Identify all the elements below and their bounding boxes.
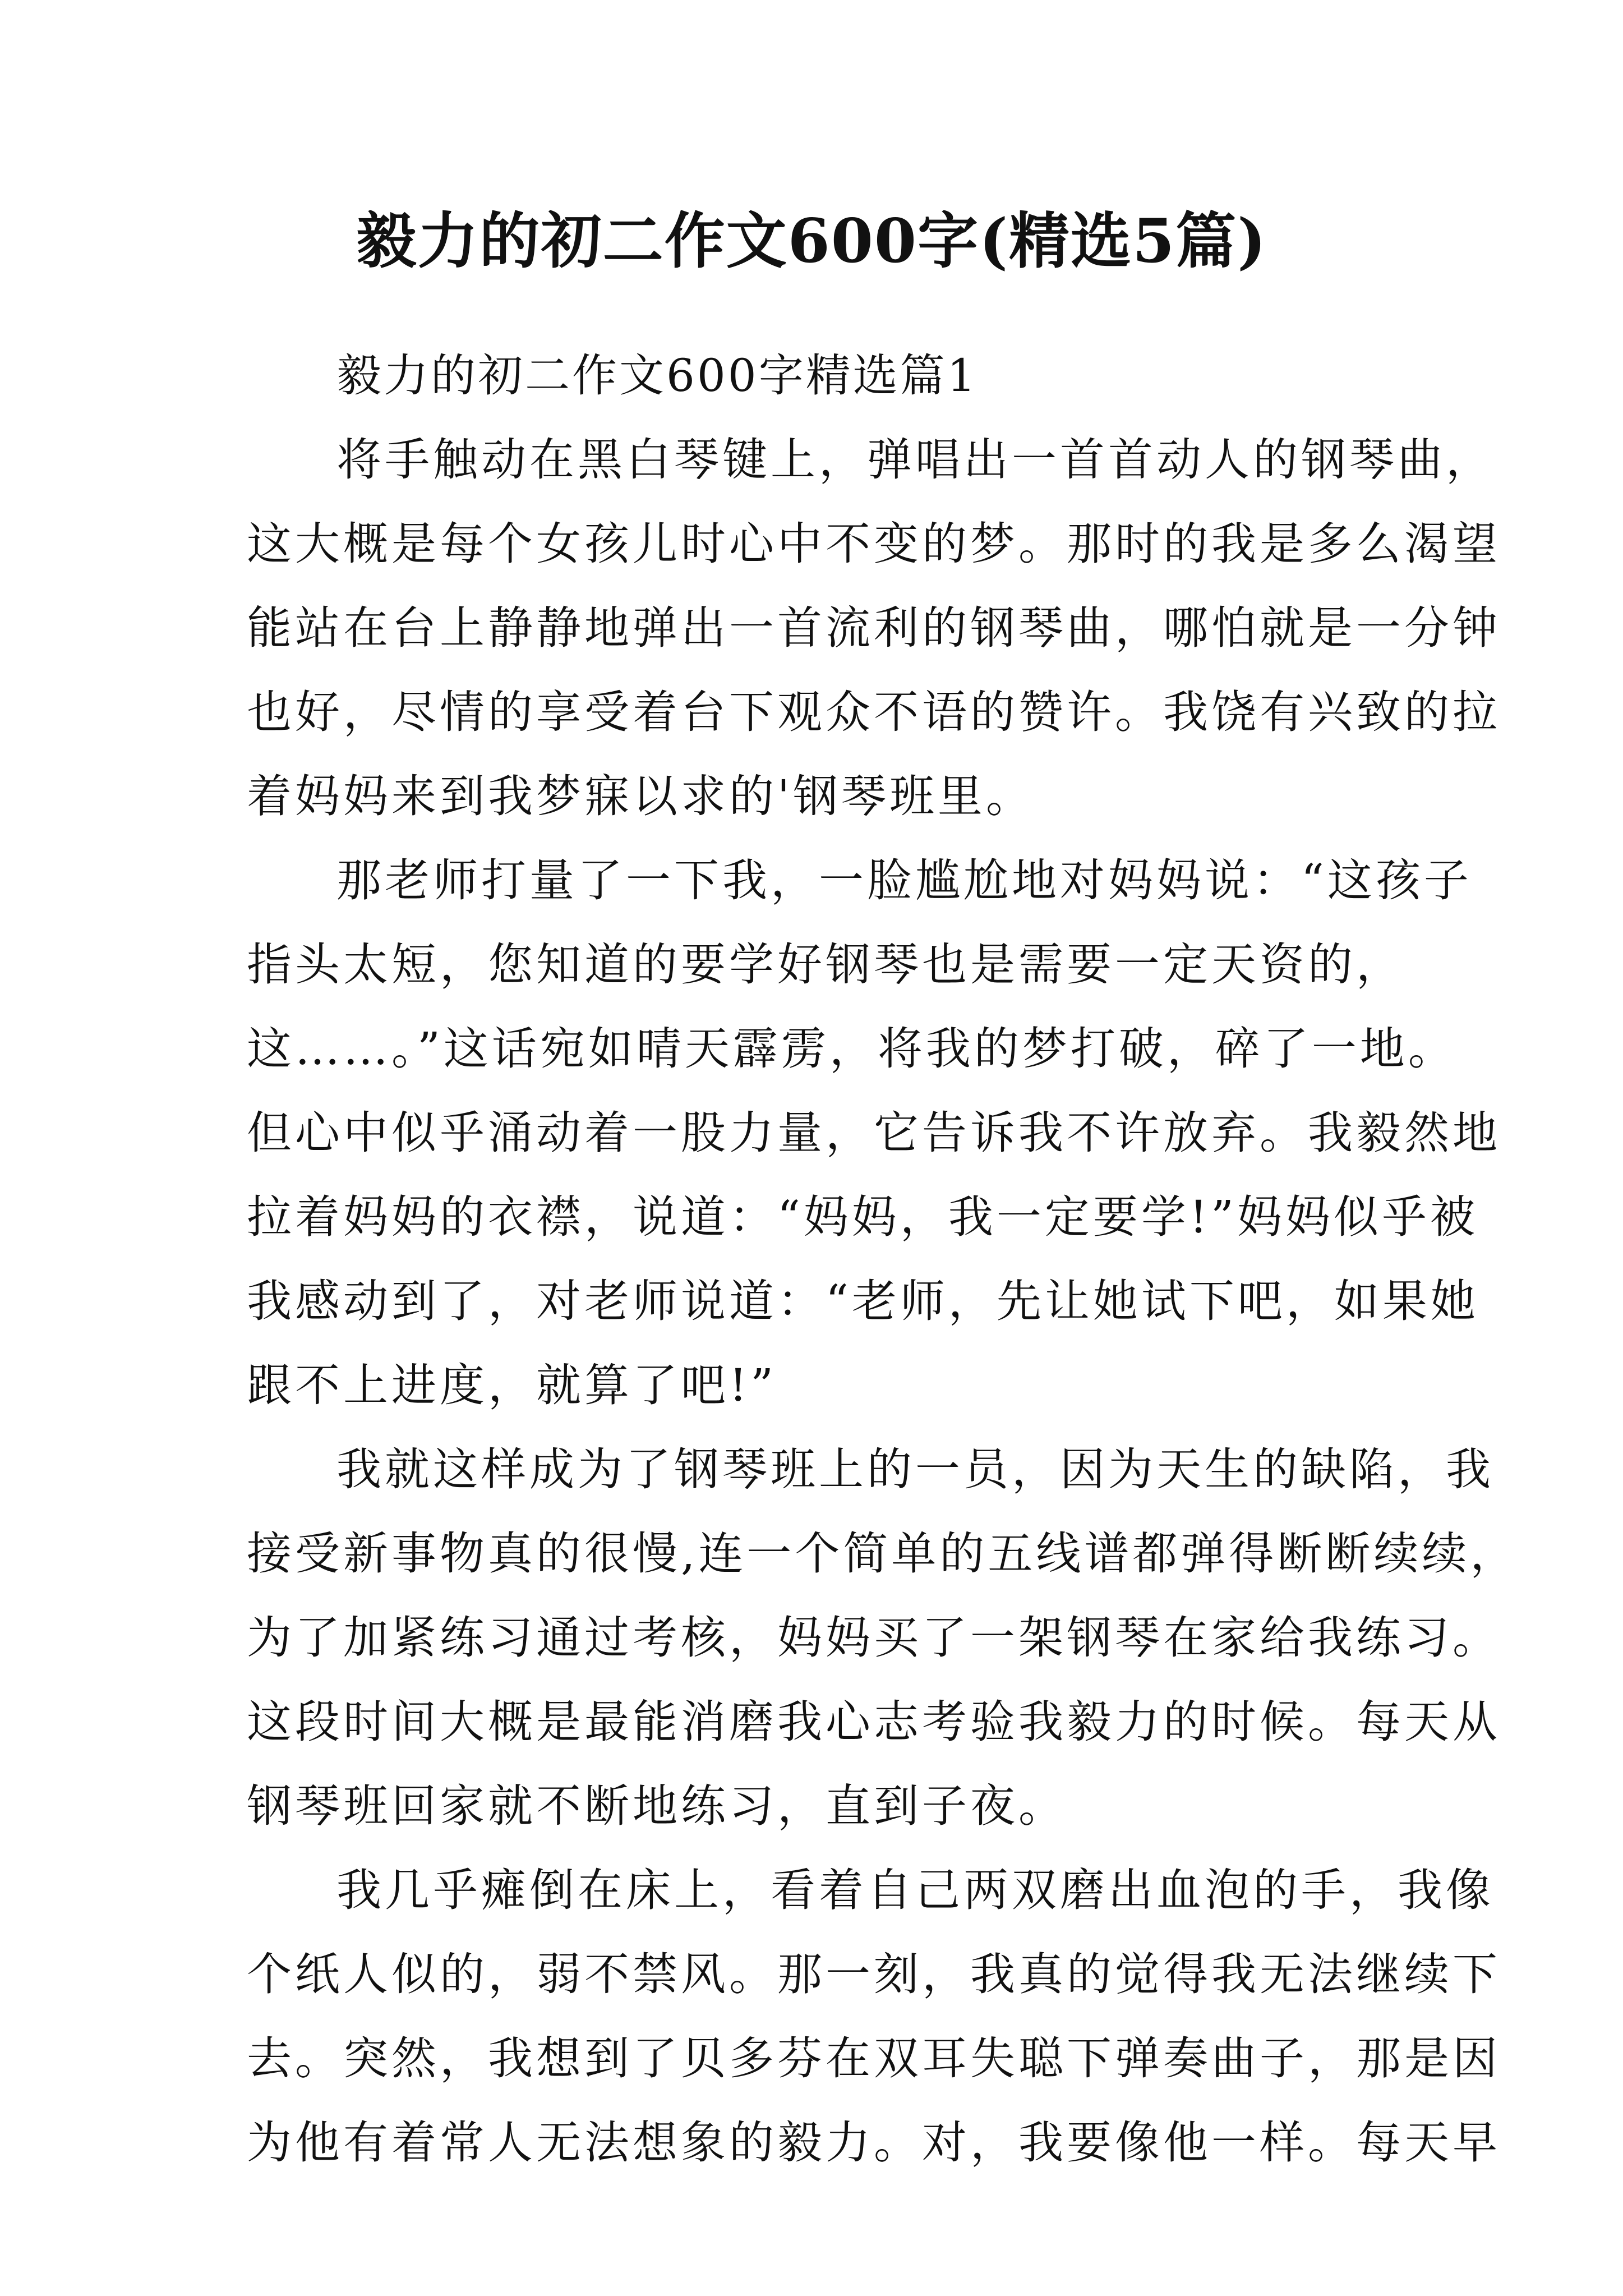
- paragraph-line: 这大概是每个女孩儿时心中不变的梦。那时的我是多么渴望: [247, 518, 1501, 570]
- paragraph-line: 为他有着常人无法想象的毅力。对，我要像他一样。每天早: [247, 2116, 1501, 2169]
- paragraph-line: 这……。”这话宛如晴天霹雳，将我的梦打破，碎了一地。: [247, 1023, 1456, 1075]
- paragraph-line: 能站在台上静静地弹出一首流利的钢琴曲，哪怕就是一分钟: [247, 602, 1501, 654]
- paragraph-line: 接受新事物真的很慢,连一个简单的五线谱都弹得断断续续，: [247, 1527, 1519, 1580]
- paragraph-line: 拉着妈妈的衣襟，说道：“妈妈，我一定要学!”妈妈似乎被: [247, 1191, 1478, 1243]
- paragraph-line: 我感动到了，对老师说道：“老师，先让她试下吧，如果她: [247, 1275, 1479, 1327]
- section-heading: 毅力的初二作文600字精选篇1: [336, 349, 978, 402]
- paragraph-line: 这段时间大概是最能消磨我心志考验我毅力的时候。每天从: [247, 1696, 1501, 1748]
- paragraph-line: 我就这样成为了钢琴班上的一员，因为天生的缺陷，我: [336, 1443, 1494, 1496]
- paragraph-line: 但心中似乎涌动着一股力量，它告诉我不许放弃。我毅然地: [247, 1107, 1501, 1159]
- paragraph-line: 着妈妈来到我梦寐以求的'钢琴班里。: [247, 770, 1034, 822]
- paragraph-line: 个纸人似的，弱不禁风。那一刻，我真的觉得我无法继续下: [247, 1948, 1501, 2000]
- paragraph-line: 钢琴班回家就不断地练习，直到子夜。: [247, 1780, 1067, 1832]
- paragraph-line: 指头太短，您知道的要学好钢琴也是需要一定天资的，: [247, 938, 1404, 991]
- paragraph-line: 去。突然，我想到了贝多芬在双耳失聪下弹奏曲子，那是因: [247, 2032, 1501, 2085]
- paragraph-line: 跟不上进度，就算了吧!”: [247, 1359, 777, 1411]
- document-title: 毅力的初二作文600字(精选5篇): [356, 206, 1267, 277]
- paragraph-line: 那老师打量了一下我，一脸尴尬地对妈妈说：“这孩子: [336, 854, 1472, 907]
- paragraph-line: 我几乎瘫倒在床上，看着自己两双磨出血泡的手，我像: [336, 1864, 1494, 1916]
- paragraph-line: 也好，尽情的享受着台下观众不语的赞许。我饶有兴致的拉: [247, 686, 1501, 738]
- paragraph-line: 为了加紧练习通过考核，妈妈买了一架钢琴在家给我练习。: [247, 1612, 1501, 1664]
- paragraph-line: 将手触动在黑白琴键上，弹唱出一首首动人的钢琴曲，: [336, 434, 1494, 486]
